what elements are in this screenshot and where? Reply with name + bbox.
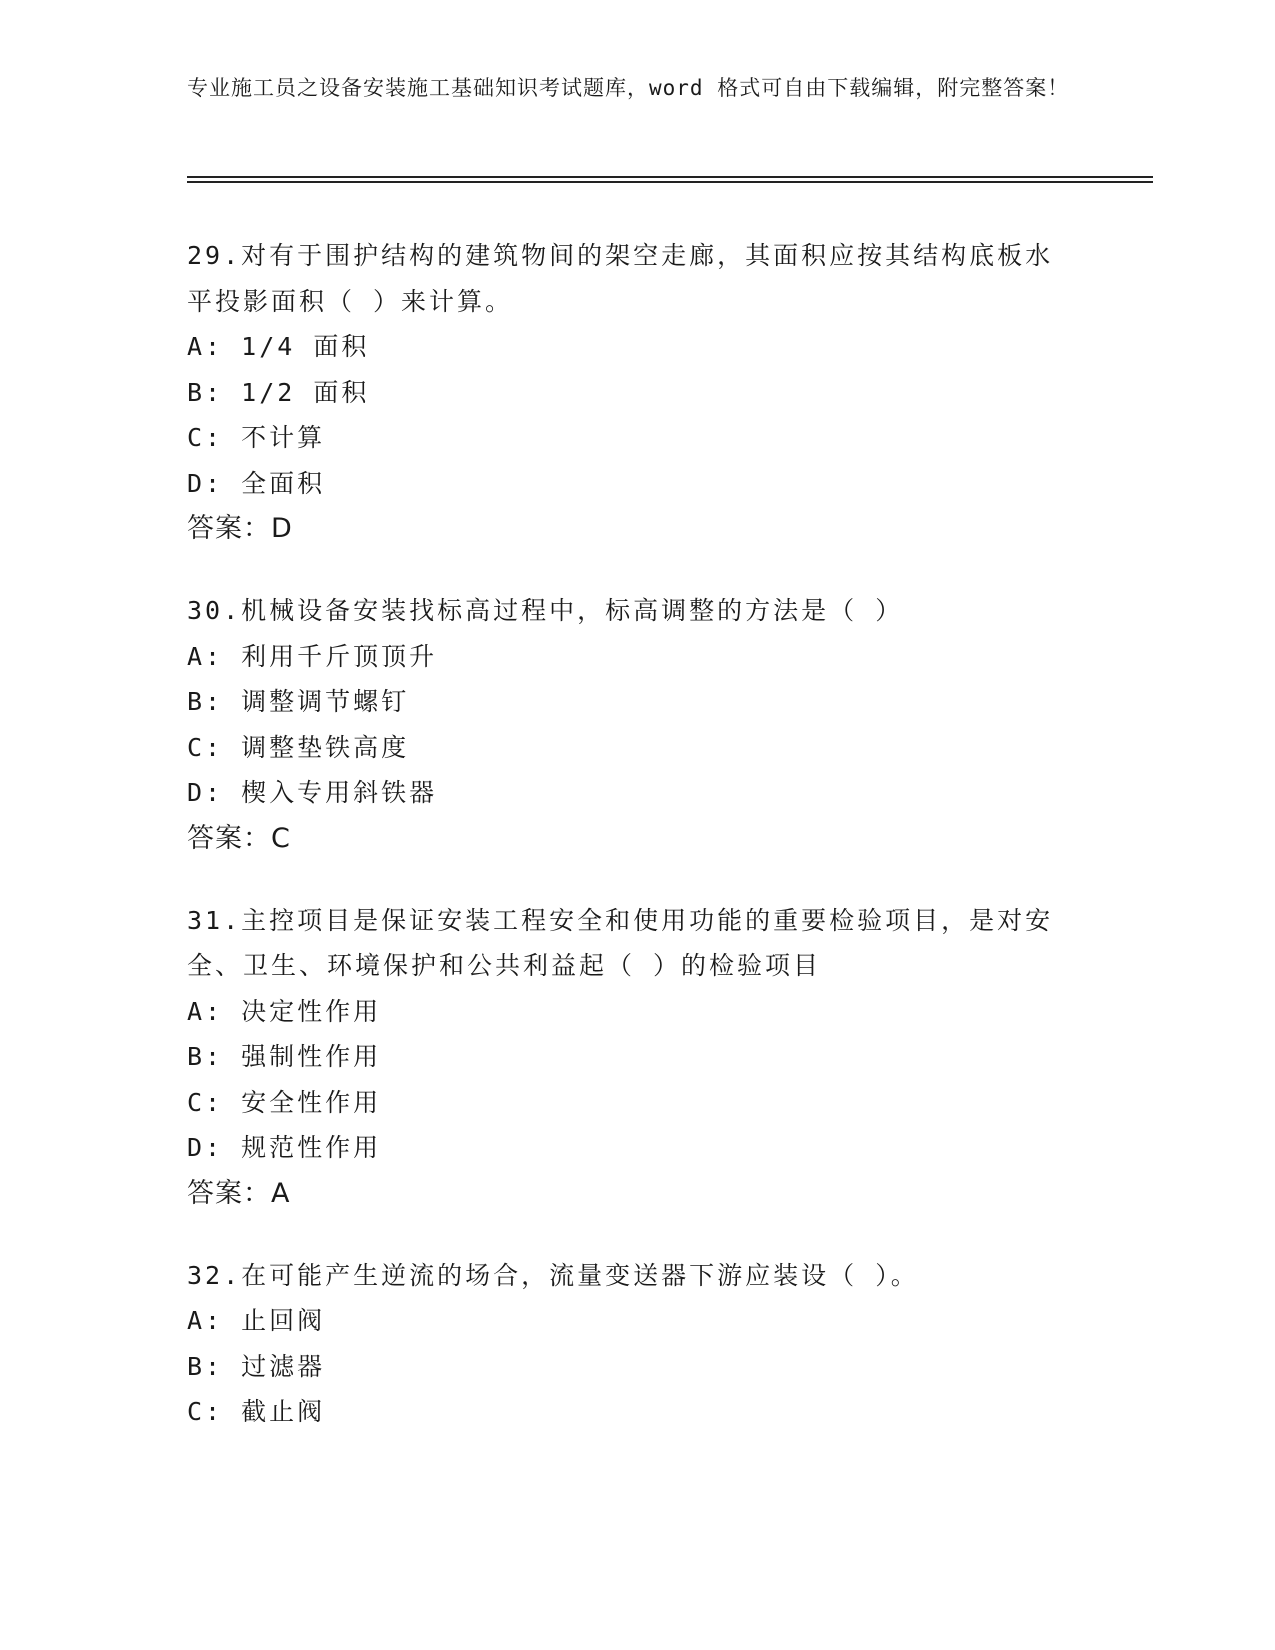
question-32 xyxy=(187,1253,1087,1435)
question-stem: 30.机械设备安装找标高过程中，标高调整的方法是（ ） xyxy=(187,596,904,625)
option-a: A: 决定性作用 xyxy=(187,996,382,1026)
header-divider-top xyxy=(187,176,1153,178)
answer: 答案：C xyxy=(187,822,291,854)
option-c: C: 截止阀 xyxy=(187,1397,326,1426)
answer: 答案：A xyxy=(187,1177,291,1209)
option-d: D: 规范性作用 xyxy=(187,1133,382,1162)
option-c: C: 调整垫铁高度 xyxy=(187,732,410,762)
document-header: 专业施工员之设备安装施工基础知识考试题库，word 格式可自由下载编辑，附完整答案！ xyxy=(187,76,1070,100)
question-stem: 平投影面积（ ）来计算。 xyxy=(187,286,514,316)
question-stem: 32.在可能产生逆流的场合，流量变送器下游应装设（ ）。 xyxy=(187,1260,919,1290)
option-a: A: 利用千斤顶顶升 xyxy=(187,641,438,671)
option-b: B: 过滤器 xyxy=(187,1351,326,1381)
option-b: B: 调整调节螺钉 xyxy=(187,687,410,716)
option-b: B: 1/2 面积 xyxy=(187,377,370,407)
option-a: A: 止回阀 xyxy=(187,1306,326,1335)
question-30 xyxy=(187,588,1087,862)
question-stem: 全、卫生、环境保护和公共利益起（ ）的检验项目 xyxy=(187,951,822,980)
option-b: B: 强制性作用 xyxy=(187,1042,382,1071)
answer: 答案：D xyxy=(187,513,293,544)
question-29 xyxy=(187,233,1087,552)
option-d: D: 楔入专用斜铁器 xyxy=(187,778,438,807)
option-d: D: 全面积 xyxy=(187,468,326,498)
header-divider-bottom xyxy=(187,181,1153,183)
option-a: A: 1/4 面积 xyxy=(187,332,370,361)
question-list xyxy=(187,233,1087,1471)
question-stem: 31.主控项目是保证安装工程安全和使用功能的重要检验项目，是对安 xyxy=(187,905,1054,935)
option-c: C: 不计算 xyxy=(187,423,326,452)
question-31 xyxy=(187,898,1087,1217)
option-c: C: 安全性作用 xyxy=(187,1087,382,1117)
question-stem: 29.对有于围护结构的建筑物间的架空走廊，其面积应按其结构底板水 xyxy=(187,241,1054,270)
